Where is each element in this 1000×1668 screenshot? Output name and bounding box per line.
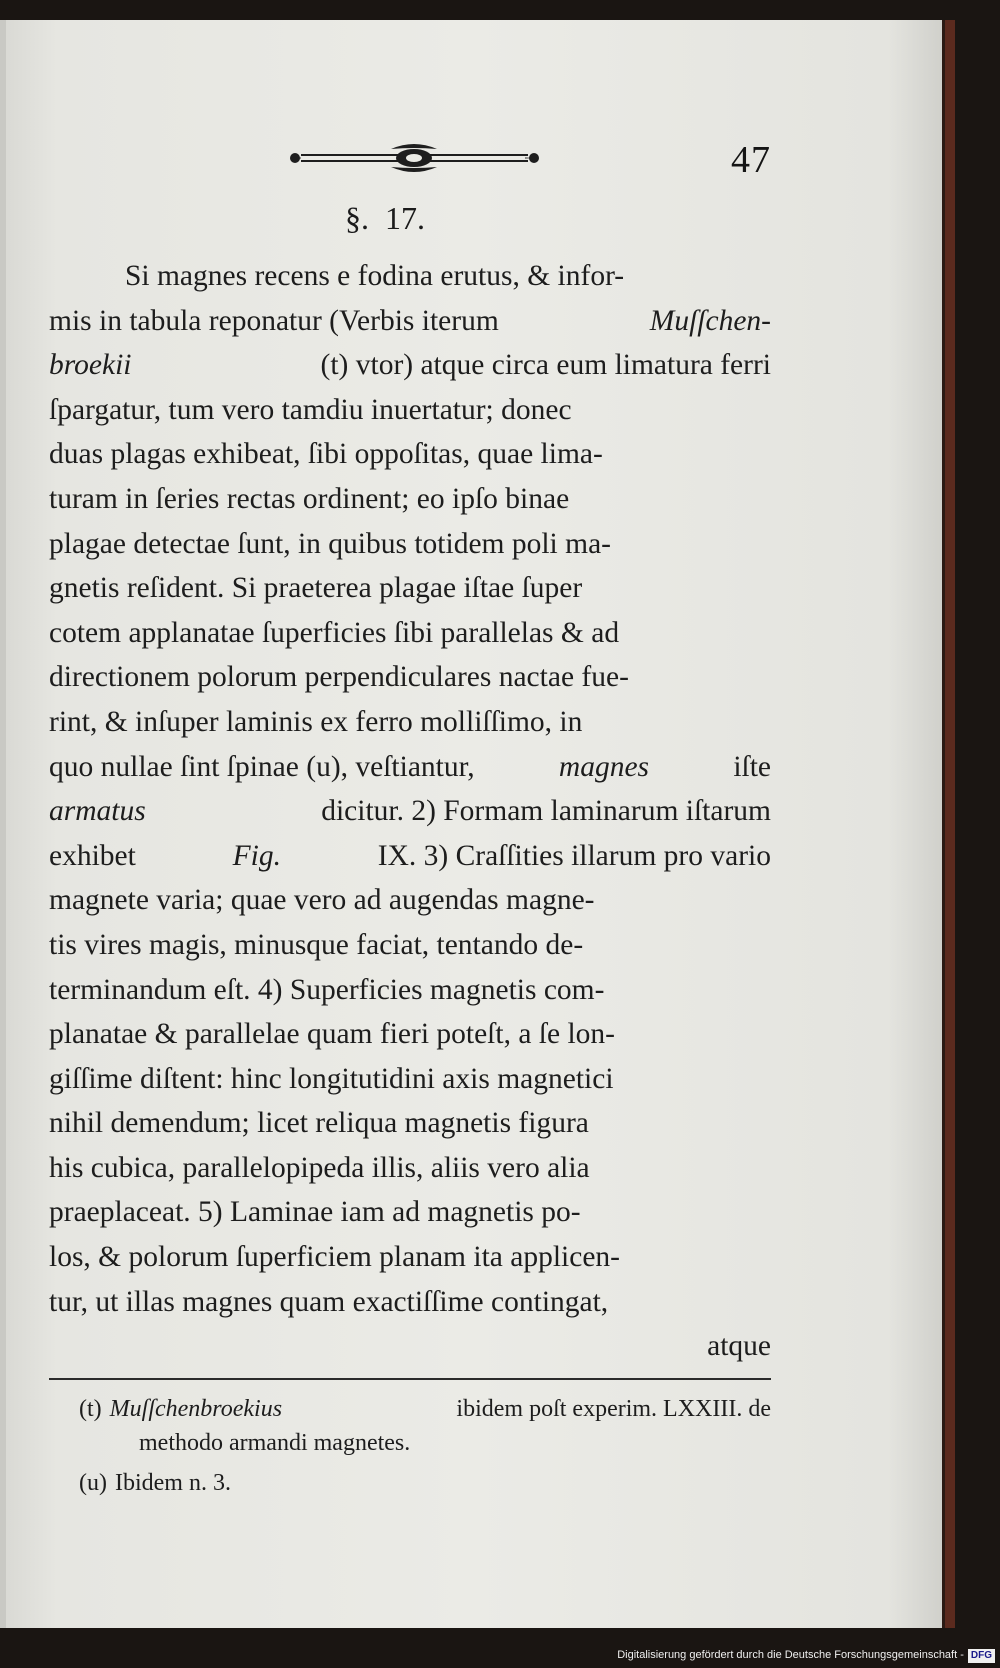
footnote-t: (t) Muſſchenbroekius ibidem poſt experim. LXXIII. de [79,1396,771,1422]
text-line: plagae detectae ſunt, in quibus totidem poli ma- [49,527,611,560]
dfg-logo: DFG [968,1649,995,1663]
italic-term: Fig. [232,839,281,872]
text-line: tis vires magis, minusque faciat, tentando de- [49,928,584,961]
footnote-author: Muſſchenbroekius [109,1396,283,1422]
text-line: magnete varia; quae vero ad augendas magne- [49,884,595,917]
text-line: exhibet Fig. IX. 3) Craſſities illarum pro vario [49,834,771,879]
text-line: mis in tabula reponatur (Verbis iterum Muſſchen- [49,299,771,344]
footnote-t-continued: methodo armandi magnetes. [139,1430,411,1456]
italic-term: magnes [558,750,650,783]
digitization-credit: Digitalisierung gefördert durch die Deutsche Forschungsgemeinschaft - DFG [590,1646,995,1664]
text-line: Si magnes recens e fodina erutus, & infor- [125,260,625,292]
text-line: planatae & parallelae quam fieri poteſt, a ſe lon- [49,1018,615,1051]
text-line: cotem applanatae ſuperficies ſibi parallelas & ad [49,616,620,649]
page-number: 47 [731,139,771,181]
book-page [0,20,955,1628]
footnote-u: (u) Ibidem n. 3. [79,1470,231,1496]
text-line: turam in ſeries rectas ordinent; eo ipſo binae [49,482,570,515]
footnote-marker: (t) [79,1396,102,1422]
text-line: tur, ut illas magnes quam exactiſſime contingat, [49,1285,609,1318]
text-line: duas plagas exhibeat, ſibi oppoſitas, quae lima- [49,438,603,471]
text-line: his cubica, parallelopipeda illis, aliis vero alia [49,1151,590,1184]
section-number: 17. [385,200,425,236]
text-line: praeplaceat. 5) Laminae iam ad magnetis po- [49,1196,581,1229]
text-line: armatus dicitur. 2) Formam laminarum iſtarum [49,789,771,834]
text-line: terminandum eſt. 4) Superficies magnetis com- [49,973,605,1006]
text-line: rint, & inſuper laminis ex ferro molliſſimo, in [49,705,583,738]
text-line: broekii (t) vtor) atque circa eum limatura ferri [49,343,771,388]
footnote-rule [49,1378,771,1380]
footnotes [79,1392,771,1500]
page-edge [0,20,6,1628]
decorative-ornament [287,141,542,175]
footnote-marker: (u) [79,1470,107,1496]
text-line: quo nullae ſint ſpinae (u), veſtiantur, magnes iſte [49,745,771,790]
text-line: nihil demendum; licet reliqua magnetis figura [49,1107,589,1140]
text-line: los, & polorum ſuperficiem planam ita applicen- [49,1241,620,1274]
section-heading [345,200,495,237]
catchword: atque [707,1330,771,1363]
italic-name: Muſſchen- [649,304,771,337]
text-line: ſpargatur, tum vero tamdiu inuertatur; donec [49,393,572,426]
section-mark: §. [345,200,369,236]
text-line: directionem polorum perpendiculares nactae fue- [49,661,629,694]
body-text [49,254,771,1369]
text-line: gnetis reſident. Si praeterea plagae iſtae ſuper [49,572,583,605]
italic-name: broekii [49,349,132,382]
text-line: giſſime diſtent: hinc longitutidini axis magnetici [49,1062,614,1095]
italic-term: armatus [49,795,146,828]
